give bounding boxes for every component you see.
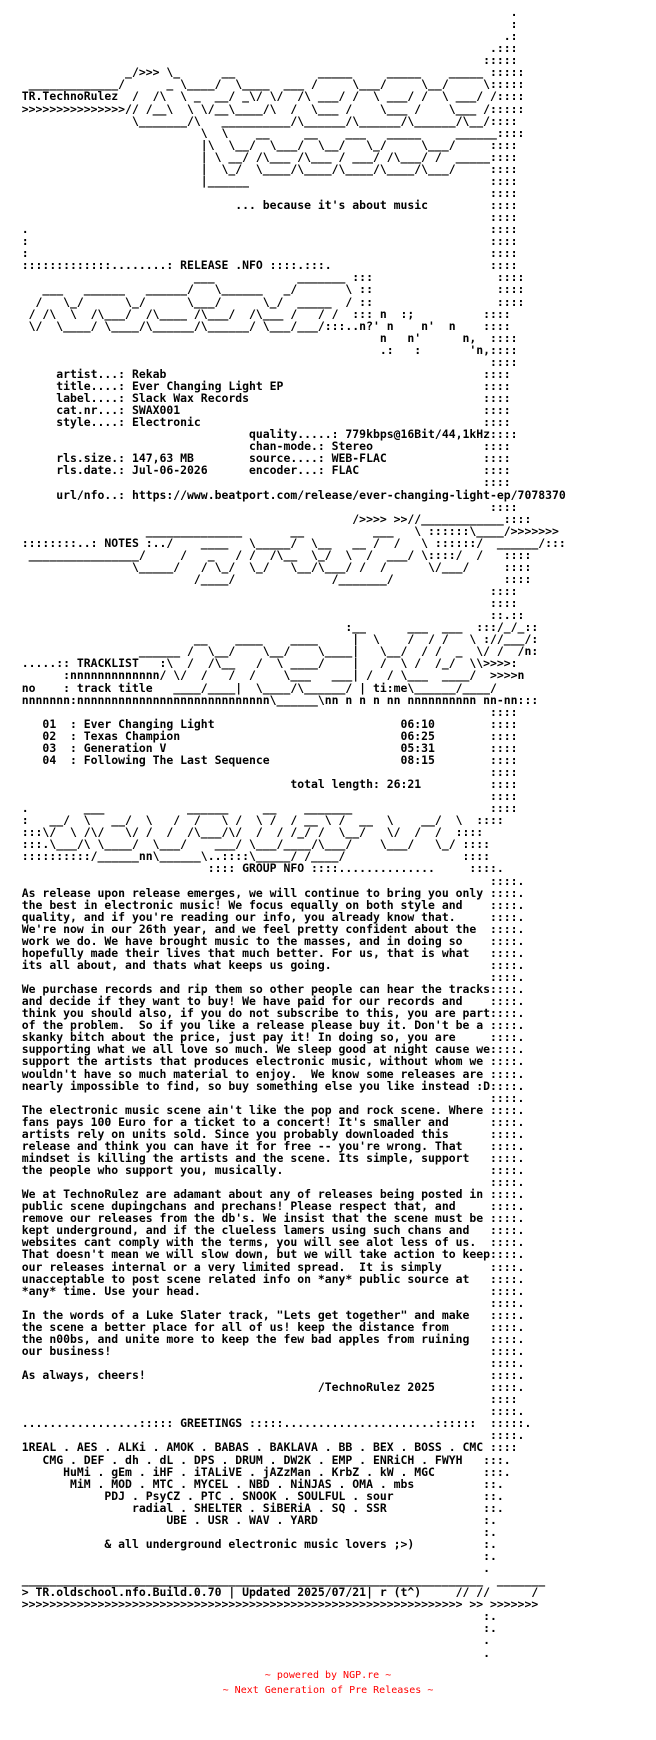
nfo-line: nearly impossible to find, so buy something else you like instead :D::::.: [8, 1078, 525, 1093]
nfo-line: .: : 'n,::::: [8, 342, 518, 357]
nfo-line: :::\/ \ /\/ \/ / / /\___/\/ / / /_/ / \__/ \/ / / ::::: [8, 825, 484, 840]
nfo-line: ::::::::..: NOTES :../ ____ \_____/ \__ __ / / \ ::::::/ ______/:::: [8, 535, 566, 550]
nfo-line: .:: [8, 29, 518, 44]
nfo-line: work we do. We have brought music to the masses, and in doing so ::::.: [8, 933, 525, 948]
nfo-line: cat.nr...: SWAX001 ::::: [8, 403, 511, 418]
nfo-line: \_____/ / \_/ \_/ \__/\___/ / / \/___/ ::::: [8, 559, 532, 574]
nfo-line: ::::: [8, 185, 518, 200]
nfo-line: quality, and if you're reading our info, you already know that. ::::.: [8, 909, 525, 924]
nfo-line: nnnnnnn:nnnnnnnnnnnnnnnnnnnnnnnnnnnn\______\nn n n n nn nnnnnnnnnn nn-nn:::: [8, 692, 539, 707]
nfo-line: The electronic music scene ain't like the pop and rock scene. Where ::::.: [8, 1102, 525, 1117]
nfo-line: :__ ___ ___ :::/_/_::: [8, 620, 539, 635]
nfo-line: ___ ______ ______/ \______ _/ \ :: ::::: [8, 282, 525, 297]
nfo-line: ::::: [8, 210, 518, 225]
nfo-line: \_______/\ __________/\______/\______/\______/\__/::::: [8, 113, 518, 128]
nfo-line: no : track title ____/____| \____/\______/ | ti:me\______/____/: [8, 680, 497, 695]
nfo-line: :: [8, 17, 518, 32]
nfo-line: ::::: [8, 596, 518, 611]
nfo-line: 1REAL . AES . ALKi . AMOK . BABAS . BAKLAVA . BB . BEX . BOSS . CMC ::::: [8, 1440, 518, 1455]
nfo-line: />>>> >>//____________::::: [8, 511, 532, 526]
nfo-line: :.: [8, 1524, 497, 1539]
nfo-line: > TR.oldschool.nfo.Build.0.70 | Updated 2025/07/21| r (t^) // // /: [8, 1585, 539, 1600]
nfo-line: its all about, and thats what keeps us going. ::::.: [8, 957, 525, 972]
nfo-line: .....:: TRACKLIST :\ / /\__ / \ ____/ | / \ / /_/ \\>>>>:: [8, 656, 518, 671]
nfo-line: support the artists that produces electronic music, without whom we ::::.: [8, 1054, 525, 1069]
nfo-line: quality.....: 779kbps@16Bit/44,1kHz::::: [8, 427, 518, 442]
nfo-line: /____/ /_______/ ::::: [8, 571, 532, 586]
nfo-line: MiM . MOD . MTC . MYCEL . NBD . NiNJAS . OMA . mbs ::.: [8, 1476, 504, 1491]
nfo-line: artists rely on units sold. Since you probably downloaded this ::::.: [8, 1126, 525, 1141]
nfo-line: of the problem. So if you like a release please buy it. Don't be a ::::.: [8, 1018, 525, 1033]
nfo-line: ::::: [8, 475, 511, 490]
nfo-line: url/nfo..: https://www.beatport.com/release/ever-changing-light-ep/7078370: [8, 487, 566, 502]
nfo-line: ______ / \__/ \__/ \____| \__/ / / _ \/ / /n:: [8, 644, 539, 659]
nfo-line: _/>>> \_ __ _____ _____ _____ :::::: [8, 65, 525, 80]
nfo-line: our releases internal or a very limited spread. It is simply ::::.: [8, 1259, 525, 1274]
nfo-line: ::.::: [8, 608, 525, 623]
nfo-line: :::: GROUP NFO ::::.............. ::::.: [8, 861, 504, 876]
nfo-line: :::.\___/\ \____/ \___/ ___/ \___/____/\___/ \___/ \_/ ::::: [8, 837, 491, 852]
nfo-line: the best in electronic music! We focus equally on both style and ::::.: [8, 897, 525, 912]
nfo-line: ::::: [8, 1392, 518, 1407]
nfo-line: :.: [8, 1549, 497, 1563]
nfo-line: | \ __/ /\___ /\___ / ___/ /\___/ / _____::::: [8, 149, 518, 164]
nfo-line: :::::: [8, 53, 518, 68]
nfo-line: ::::: [8, 499, 518, 514]
nfo-line: _____________/ _ \____/ \____ ___ / \___/ \__/ \:::::: [8, 77, 525, 92]
nfo-line: ... because it's about music ::::: [8, 198, 518, 212]
nfo-line: style....: Electronic ::::: [8, 415, 511, 430]
nfo-ascii-text: [8, 6, 566, 1659]
nfo-line: .:::: [8, 41, 518, 56]
nfo-line: We at TechnoRulez are adamant about any of releases being posted in ::::.: [8, 1187, 525, 1202]
nfo-line: . ___ ______ __ _______ ::::: [8, 801, 518, 816]
nfo-line: | \_/ \____/\____/\____/\____/\___/ ::::: [8, 161, 518, 176]
nfo-line: the people who support you, musically. ::::.: [8, 1163, 525, 1177]
nfo-line: That doesn't mean we will slow down, but we will take action to keep::::.: [8, 1247, 525, 1262]
nfo-line: HuMi . gEm . iHF . iTALiVE . jAZzMan . KrbZ . kW . MGC :::.: [8, 1464, 511, 1479]
nfo-line: rls.date.: Jul-06-2026 encoder...: FLAC ::::: [8, 463, 511, 478]
nfo-line: We purchase records and rip them so other people can hear the tracks::::.: [8, 982, 525, 997]
nfo-line: In the words of a Luke Slater track, "Lets get together" and make ::::.: [8, 1307, 525, 1322]
nfo-line: ::::: [8, 354, 518, 369]
nfo-line: think you should also, if you do not subscribe to this, you are part::::.: [8, 1006, 525, 1021]
nfo-line: ::::.: [8, 1295, 525, 1310]
nfo-line: / /\ \ /\___/ /\____ /\___/ /\___ / / / ::: n :; ::::: [8, 306, 511, 321]
nfo-line: 02 : Texas Champion 06:25 ::::: [8, 728, 518, 743]
nfo-line: ________________/ / _ / / /\__ \_/ \ / ___/ \::::/ / ::::: [8, 547, 532, 562]
nfo-line: ::::: [8, 789, 518, 804]
nfo-line: TR.TechnoRulez / /\ \ _ __/ _\/ \/ /\ ___/ / \ ___/ / \ ___/ /::::: [8, 89, 525, 104]
nfo-line: PDJ . PsyCZ . PTC . SNOOK . SOULFUL . sour ::.: [8, 1488, 504, 1503]
nfo-line: UBE . USR . WAV . YARD :.: [8, 1512, 497, 1527]
nfo-line: We're now in our 26th year, and we feel pretty confident about the ::::.: [8, 921, 525, 936]
nfo-line: .: [8, 1645, 491, 1660]
nfo-line: .: [8, 1633, 491, 1648]
tagline-link[interactable]: ~ Next Generation of Pre Releases ~: [222, 1685, 434, 1696]
nfo-line: : ::::: [8, 246, 518, 261]
nfo-line: .: [8, 1561, 491, 1576]
nfo-line: remove our releases from the db's. We insist that the scene must be ::::.: [8, 1211, 525, 1226]
nfo-line: __ ____ ____ | \ / / / \ ://___/:: [8, 632, 539, 647]
nfo-line: 04 : Following The Last Sequence 08:15 ::::: [8, 752, 518, 767]
nfo-line: : ::::: [8, 234, 518, 249]
nfo-line: supporting what we all love so much. We sleep good at night cause we::::.: [8, 1042, 525, 1057]
nfo-line: >>>>>>>>>>>>>>>// /__\ \ \/__\____/\ / \___ / \___ / \___ /:::::: [8, 101, 525, 116]
nfo-line: .: [8, 5, 518, 19]
nfo-line: /TechnoRulez 2025 ::::.: [8, 1380, 525, 1395]
nfo-line: .................::::: GREETINGS :::::......................:::::: :::::.: [8, 1416, 532, 1431]
nfo-line: websites cant comply with the terms, you will see alot less of us. ::::.: [8, 1235, 525, 1250]
nfo-line: artist...: Rekab ::::: [8, 366, 511, 381]
nfo-line: CMG . DEF . dh . dL . DPS . DRUM . DW2K . EMP . ENRiCH . FWYH :::.: [8, 1452, 511, 1467]
nfo-line: / \_/ \_/ \___/ \_/ _____ / :: ::::: [8, 294, 525, 309]
nfo-line: & all underground electronic music lovers ;>) :.: [8, 1536, 497, 1551]
nfo-line: fans pays 100 Euro for a ticket to a concert! It's smaller and ::::.: [8, 1114, 525, 1129]
nfo-line: label....: Slack Wax Records ::::: [8, 391, 511, 405]
nfo-line: wouldn't have so much material to enjoy. We know some releases are ::::.: [8, 1066, 525, 1081]
powered-by-link[interactable]: ~ powered by NGP.re ~: [264, 1670, 392, 1681]
nfo-line: . ::::: [8, 222, 518, 237]
nfo-line: mindset is killing the artists and the scene. Its simple, support ::::.: [8, 1150, 525, 1165]
nfo-line: kept underground, and if the clueless lamers using such chans and ::::.: [8, 1223, 525, 1238]
nfo-line: public scene dupingchans and prechans! Please respect that, and ::::.: [8, 1199, 525, 1214]
nfo-line: ::::: [8, 764, 518, 779]
nfo-line: the n00bs, and unite more to keep the few bad apples from ruining ::::.: [8, 1331, 525, 1346]
nfo-line: ::::.: [8, 1356, 525, 1370]
nfo-line: the scene a better place for all of us! keep the distance from ::::.: [8, 1319, 525, 1334]
nfo-line: and decide if they want to buy! We have paid for our records and ::::.: [8, 994, 525, 1009]
nfo-line: :.: [8, 1609, 497, 1624]
nfo-line: :nnnnnnnnnnnnn/ \/ / / / \___ ___| / / \___ ____/ >>>>n: [8, 668, 525, 683]
nfo-line: ::::.: [8, 1404, 525, 1419]
nfo-line: total length: 26:21 ::::: [8, 777, 518, 791]
nfo-line: title....: Ever Changing Light EP ::::: [8, 378, 511, 393]
nfo-line: \/ \____/ \____/\______/\______/ \___/___/:::..n?' n n' n ::::: [8, 318, 511, 333]
nfo-line: ______________ __ ___ \ ::::::\____/>>>>>>>: [8, 523, 559, 538]
nfo-line: radial . SHELTER . SiBERiA . SQ . SSR ::.: [8, 1500, 504, 1515]
nfo-line: chan-mode.: Stereo ::::: [8, 439, 511, 454]
nfo-line: 03 : Generation V 05:31 ::::: [8, 740, 518, 755]
nfo-line: : __/ \ __/ \ / / \ / \ / / __ \ / __ \ __/ \ ::::: [8, 813, 504, 828]
nfo-line: n n' n, ::::: [8, 330, 518, 345]
nfo-line: skanky bitch about the price, just pay it! In doing so, you are ::::.: [8, 1030, 525, 1045]
nfo-line: >>>>>>>>>>>>>>>>>>>>>>>>>>>>>>>>>>>>>>>>>>>>>>>>>>>>>>>>>>>>>>>> >> >>>>>>>: [8, 1597, 539, 1612]
footer: [0, 1668, 656, 1698]
nfo-line: ::::::::::/______nn\______\..::::\_____/ /____/ ::::: [8, 849, 491, 864]
nfo-line: :.: [8, 1621, 497, 1636]
nfo-line: ::::.: [8, 1090, 525, 1105]
nfo-line: :::::::::::::........: RELEASE .NFO ::::.:::. ::::: [8, 258, 518, 273]
nfo-line: ::::.: [8, 1428, 525, 1443]
nfo-line: ::::.: [8, 873, 525, 888]
nfo-line: unacceptable to post scene related info on *any* public source at ::::.: [8, 1271, 525, 1286]
nfo-line: |______ ::::: [8, 173, 518, 188]
nfo-line: As always, cheers! ::::.: [8, 1368, 525, 1383]
nfo-line: ::::: [8, 584, 518, 598]
nfo-line: 01 : Ever Changing Light 06:10 ::::: [8, 716, 518, 731]
nfo-line: ::::.: [8, 970, 525, 984]
nfo-line: release and think you can have it for free -- you're wrong. That ::::.: [8, 1138, 525, 1153]
nfo-line: As release upon release emerges, we will continue to bring you only ::::.: [8, 885, 525, 900]
nfo-line: ___________________________________________________________________ _______: [8, 1573, 546, 1588]
nfo-line: ::::.: [8, 1175, 525, 1190]
nfo-line: hopefully made their lives that much better. For us, that is what ::::.: [8, 945, 525, 960]
nfo-line: ___ _______ ::: ::::: [8, 270, 525, 285]
nfo-line: \ \ __ __ ___ _____ ______::::: [8, 125, 525, 140]
nfo-line: |\ \__/ \___/ \__/ \_/ \___/ ::::: [8, 137, 518, 152]
nfo-line: our business! ::::.: [8, 1343, 525, 1358]
nfo-line: *any* time. Use your head. ::::.: [8, 1283, 525, 1298]
nfo-line: rls.size.: 147,63 MB source....: WEB-FLAC ::::: [8, 451, 511, 466]
nfo-line: ::::: [8, 704, 518, 719]
